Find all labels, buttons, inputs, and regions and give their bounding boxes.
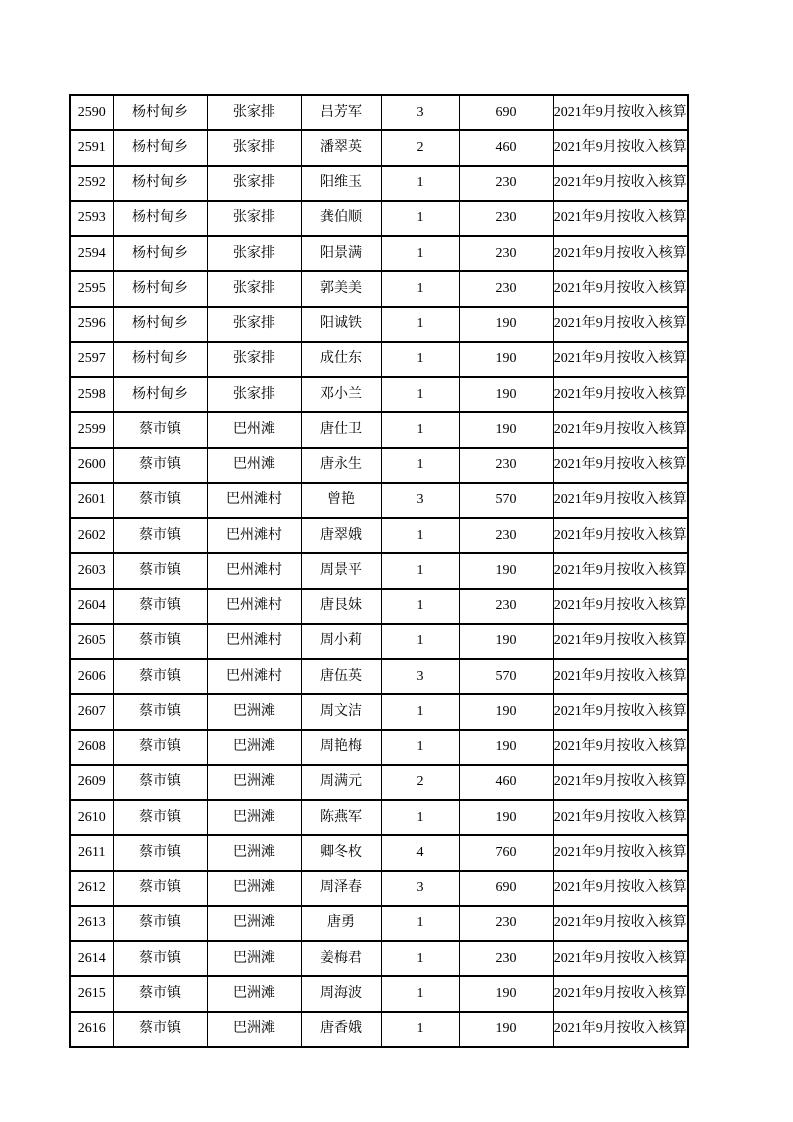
cell-note: 2021年9月按收入核算 <box>553 906 688 941</box>
cell-note: 2021年9月按收入核算 <box>553 448 688 483</box>
cell-person-count: 1 <box>381 307 459 342</box>
cell-person-count: 1 <box>381 976 459 1011</box>
cell-person-name: 成仕东 <box>301 342 381 377</box>
table-row <box>70 1012 688 1047</box>
cell-person-name: 唐艮妹 <box>301 589 381 624</box>
cell-sequence-number: 2616 <box>70 1012 113 1047</box>
cell-township: 杨村甸乡 <box>113 307 207 342</box>
cell-note: 2021年9月按收入核算 <box>553 201 688 236</box>
cell-sequence-number: 2605 <box>70 624 113 659</box>
cell-village: 巴州滩村 <box>207 518 301 553</box>
cell-sequence-number: 2601 <box>70 483 113 518</box>
cell-sequence-number: 2602 <box>70 518 113 553</box>
cell-person-name: 唐勇 <box>301 906 381 941</box>
table-row <box>70 166 688 201</box>
cell-person-count: 3 <box>381 483 459 518</box>
cell-note: 2021年9月按收入核算 <box>553 694 688 729</box>
cell-amount: 230 <box>459 518 553 553</box>
cell-village: 张家排 <box>207 166 301 201</box>
cell-township: 蔡市镇 <box>113 835 207 870</box>
cell-note: 2021年9月按收入核算 <box>553 271 688 306</box>
cell-note: 2021年9月按收入核算 <box>553 553 688 588</box>
cell-person-name: 周满元 <box>301 765 381 800</box>
cell-sequence-number: 2598 <box>70 377 113 412</box>
cell-village: 巴州滩村 <box>207 589 301 624</box>
cell-person-name: 唐伍英 <box>301 659 381 694</box>
cell-person-count: 1 <box>381 166 459 201</box>
cell-person-name: 周海波 <box>301 976 381 1011</box>
cell-sequence-number: 2590 <box>70 95 113 130</box>
cell-village: 巴洲滩 <box>207 906 301 941</box>
cell-township: 蔡市镇 <box>113 412 207 447</box>
cell-person-name: 阳诚铁 <box>301 307 381 342</box>
cell-person-name: 周文洁 <box>301 694 381 729</box>
table-row <box>70 624 688 659</box>
cell-village: 巴州滩村 <box>207 624 301 659</box>
cell-person-count: 1 <box>381 377 459 412</box>
cell-amount: 570 <box>459 659 553 694</box>
cell-person-name: 邓小兰 <box>301 377 381 412</box>
cell-person-name: 阳景满 <box>301 236 381 271</box>
cell-person-name: 卿冬枚 <box>301 835 381 870</box>
cell-note: 2021年9月按收入核算 <box>553 800 688 835</box>
cell-amount: 190 <box>459 553 553 588</box>
cell-person-count: 1 <box>381 694 459 729</box>
table-row <box>70 659 688 694</box>
cell-person-count: 1 <box>381 1012 459 1047</box>
cell-township: 杨村甸乡 <box>113 271 207 306</box>
cell-amount: 690 <box>459 95 553 130</box>
table-row <box>70 130 688 165</box>
cell-village: 巴洲滩 <box>207 694 301 729</box>
cell-sequence-number: 2610 <box>70 800 113 835</box>
table-row <box>70 307 688 342</box>
cell-amount: 190 <box>459 624 553 659</box>
cell-village: 巴州滩村 <box>207 659 301 694</box>
cell-person-name: 周小莉 <box>301 624 381 659</box>
cell-sequence-number: 2609 <box>70 765 113 800</box>
cell-amount: 190 <box>459 694 553 729</box>
cell-village: 张家排 <box>207 271 301 306</box>
cell-person-name: 龚伯顺 <box>301 201 381 236</box>
table-row <box>70 448 688 483</box>
cell-person-name: 唐香娥 <box>301 1012 381 1047</box>
cell-note: 2021年9月按收入核算 <box>553 483 688 518</box>
cell-person-name: 唐永生 <box>301 448 381 483</box>
cell-note: 2021年9月按收入核算 <box>553 166 688 201</box>
cell-township: 蔡市镇 <box>113 518 207 553</box>
cell-village: 巴州滩 <box>207 448 301 483</box>
table-row <box>70 518 688 553</box>
cell-person-count: 1 <box>381 201 459 236</box>
cell-amount: 230 <box>459 271 553 306</box>
cell-person-count: 1 <box>381 271 459 306</box>
table-row <box>70 201 688 236</box>
cell-sequence-number: 2592 <box>70 166 113 201</box>
cell-amount: 230 <box>459 941 553 976</box>
table-row <box>70 236 688 271</box>
cell-sequence-number: 2600 <box>70 448 113 483</box>
cell-person-name: 阳维玉 <box>301 166 381 201</box>
cell-person-count: 1 <box>381 906 459 941</box>
cell-person-count: 3 <box>381 871 459 906</box>
cell-village: 张家排 <box>207 342 301 377</box>
table-row <box>70 342 688 377</box>
cell-village: 巴洲滩 <box>207 800 301 835</box>
table-row <box>70 271 688 306</box>
cell-note: 2021年9月按收入核算 <box>553 835 688 870</box>
cell-village: 巴洲滩 <box>207 871 301 906</box>
cell-township: 蔡市镇 <box>113 1012 207 1047</box>
cell-village: 张家排 <box>207 307 301 342</box>
cell-sequence-number: 2594 <box>70 236 113 271</box>
cell-person-name: 吕芳军 <box>301 95 381 130</box>
cell-sequence-number: 2606 <box>70 659 113 694</box>
cell-sequence-number: 2607 <box>70 694 113 729</box>
cell-note: 2021年9月按收入核算 <box>553 730 688 765</box>
cell-village: 巴州滩 <box>207 412 301 447</box>
table-row <box>70 694 688 729</box>
cell-person-count: 1 <box>381 448 459 483</box>
cell-person-count: 2 <box>381 130 459 165</box>
table-row <box>70 800 688 835</box>
cell-village: 张家排 <box>207 130 301 165</box>
cell-person-count: 1 <box>381 236 459 271</box>
cell-amount: 190 <box>459 1012 553 1047</box>
cell-township: 蔡市镇 <box>113 589 207 624</box>
cell-person-count: 4 <box>381 835 459 870</box>
cell-person-name: 周泽春 <box>301 871 381 906</box>
cell-sequence-number: 2613 <box>70 906 113 941</box>
cell-person-count: 1 <box>381 730 459 765</box>
table-row <box>70 553 688 588</box>
cell-township: 杨村甸乡 <box>113 201 207 236</box>
cell-sequence-number: 2595 <box>70 271 113 306</box>
cell-note: 2021年9月按收入核算 <box>553 624 688 659</box>
cell-amount: 230 <box>459 906 553 941</box>
cell-sequence-number: 2615 <box>70 976 113 1011</box>
cell-sequence-number: 2596 <box>70 307 113 342</box>
table-row <box>70 871 688 906</box>
cell-township: 蔡市镇 <box>113 871 207 906</box>
cell-person-count: 3 <box>381 659 459 694</box>
cell-amount: 460 <box>459 130 553 165</box>
cell-village: 张家排 <box>207 377 301 412</box>
table-row <box>70 589 688 624</box>
cell-amount: 570 <box>459 483 553 518</box>
cell-village: 巴州滩村 <box>207 483 301 518</box>
cell-amount: 230 <box>459 201 553 236</box>
cell-note: 2021年9月按收入核算 <box>553 518 688 553</box>
cell-amount: 190 <box>459 307 553 342</box>
cell-sequence-number: 2597 <box>70 342 113 377</box>
cell-amount: 190 <box>459 800 553 835</box>
cell-sequence-number: 2612 <box>70 871 113 906</box>
cell-village: 巴洲滩 <box>207 976 301 1011</box>
cell-note: 2021年9月按收入核算 <box>553 95 688 130</box>
cell-person-count: 3 <box>381 95 459 130</box>
table-row <box>70 941 688 976</box>
cell-village: 张家排 <box>207 201 301 236</box>
cell-person-count: 1 <box>381 412 459 447</box>
cell-township: 蔡市镇 <box>113 976 207 1011</box>
cell-sequence-number: 2608 <box>70 730 113 765</box>
cell-person-name: 郭美美 <box>301 271 381 306</box>
cell-person-name: 唐翠娥 <box>301 518 381 553</box>
cell-person-name: 潘翠英 <box>301 130 381 165</box>
cell-village: 巴洲滩 <box>207 941 301 976</box>
cell-village: 巴洲滩 <box>207 1012 301 1047</box>
cell-township: 蔡市镇 <box>113 906 207 941</box>
cell-amount: 690 <box>459 871 553 906</box>
table-row <box>70 730 688 765</box>
table-row <box>70 906 688 941</box>
cell-amount: 190 <box>459 412 553 447</box>
subsidy-table <box>69 94 689 1048</box>
cell-village: 张家排 <box>207 236 301 271</box>
cell-village: 巴州滩村 <box>207 553 301 588</box>
cell-person-name: 姜梅君 <box>301 941 381 976</box>
table-row <box>70 976 688 1011</box>
cell-amount: 190 <box>459 377 553 412</box>
cell-person-name: 曾艳 <box>301 483 381 518</box>
cell-person-count: 1 <box>381 941 459 976</box>
cell-person-count: 1 <box>381 553 459 588</box>
cell-township: 蔡市镇 <box>113 730 207 765</box>
cell-person-count: 1 <box>381 624 459 659</box>
table-row <box>70 95 688 130</box>
cell-township: 杨村甸乡 <box>113 95 207 130</box>
cell-village: 巴洲滩 <box>207 730 301 765</box>
cell-note: 2021年9月按收入核算 <box>553 1012 688 1047</box>
table-row <box>70 412 688 447</box>
cell-note: 2021年9月按收入核算 <box>553 307 688 342</box>
cell-township: 蔡市镇 <box>113 941 207 976</box>
cell-person-count: 1 <box>381 518 459 553</box>
cell-sequence-number: 2599 <box>70 412 113 447</box>
cell-township: 蔡市镇 <box>113 694 207 729</box>
cell-sequence-number: 2611 <box>70 835 113 870</box>
cell-person-count: 2 <box>381 765 459 800</box>
cell-note: 2021年9月按收入核算 <box>553 589 688 624</box>
table-row <box>70 765 688 800</box>
cell-amount: 230 <box>459 166 553 201</box>
cell-note: 2021年9月按收入核算 <box>553 377 688 412</box>
cell-person-name: 周景平 <box>301 553 381 588</box>
cell-sequence-number: 2591 <box>70 130 113 165</box>
cell-note: 2021年9月按收入核算 <box>553 659 688 694</box>
cell-township: 杨村甸乡 <box>113 342 207 377</box>
cell-township: 蔡市镇 <box>113 624 207 659</box>
cell-township: 蔡市镇 <box>113 800 207 835</box>
cell-township: 杨村甸乡 <box>113 166 207 201</box>
cell-sequence-number: 2603 <box>70 553 113 588</box>
table-body <box>70 95 688 1047</box>
cell-township: 蔡市镇 <box>113 448 207 483</box>
cell-amount: 460 <box>459 765 553 800</box>
cell-person-count: 1 <box>381 589 459 624</box>
cell-amount: 190 <box>459 976 553 1011</box>
cell-township: 蔡市镇 <box>113 659 207 694</box>
cell-note: 2021年9月按收入核算 <box>553 412 688 447</box>
cell-note: 2021年9月按收入核算 <box>553 871 688 906</box>
cell-note: 2021年9月按收入核算 <box>553 941 688 976</box>
cell-amount: 230 <box>459 236 553 271</box>
cell-sequence-number: 2604 <box>70 589 113 624</box>
table-row <box>70 483 688 518</box>
table-row <box>70 835 688 870</box>
cell-township: 蔡市镇 <box>113 553 207 588</box>
cell-person-name: 周艳梅 <box>301 730 381 765</box>
cell-amount: 230 <box>459 448 553 483</box>
cell-person-name: 陈燕军 <box>301 800 381 835</box>
cell-sequence-number: 2614 <box>70 941 113 976</box>
cell-note: 2021年9月按收入核算 <box>553 236 688 271</box>
cell-note: 2021年9月按收入核算 <box>553 765 688 800</box>
table-row <box>70 377 688 412</box>
cell-amount: 230 <box>459 589 553 624</box>
cell-note: 2021年9月按收入核算 <box>553 342 688 377</box>
cell-township: 杨村甸乡 <box>113 130 207 165</box>
cell-person-count: 1 <box>381 800 459 835</box>
cell-person-count: 1 <box>381 342 459 377</box>
cell-village: 张家排 <box>207 95 301 130</box>
cell-township: 蔡市镇 <box>113 765 207 800</box>
cell-village: 巴洲滩 <box>207 835 301 870</box>
cell-amount: 190 <box>459 730 553 765</box>
cell-amount: 190 <box>459 342 553 377</box>
cell-person-name: 唐仕卫 <box>301 412 381 447</box>
cell-note: 2021年9月按收入核算 <box>553 130 688 165</box>
cell-township: 杨村甸乡 <box>113 236 207 271</box>
cell-note: 2021年9月按收入核算 <box>553 976 688 1011</box>
cell-township: 蔡市镇 <box>113 483 207 518</box>
cell-village: 巴洲滩 <box>207 765 301 800</box>
cell-sequence-number: 2593 <box>70 201 113 236</box>
cell-township: 杨村甸乡 <box>113 377 207 412</box>
cell-amount: 760 <box>459 835 553 870</box>
